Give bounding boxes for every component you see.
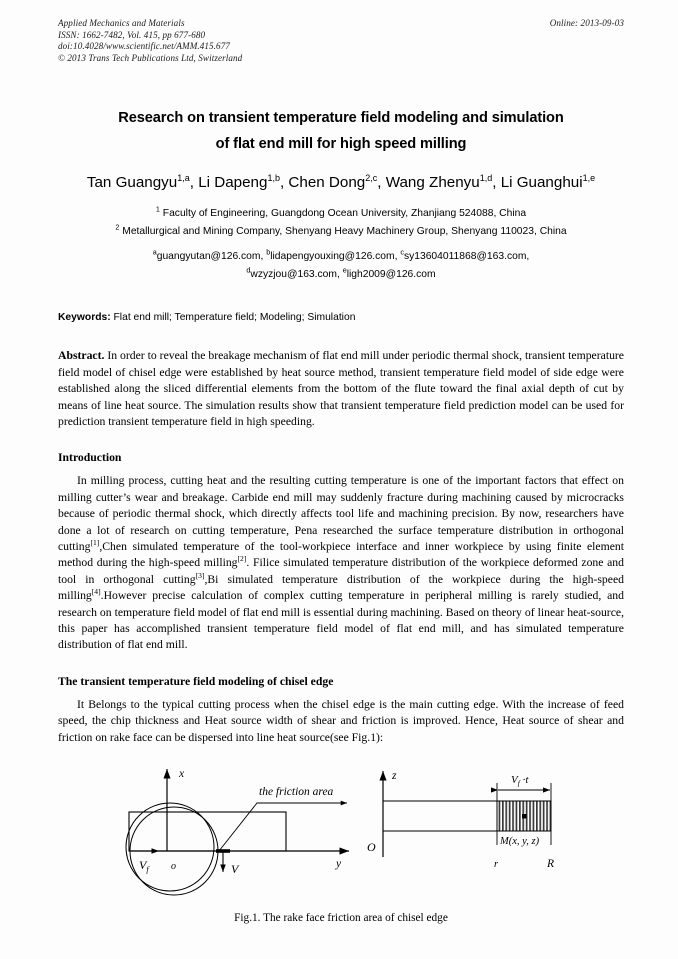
label-radius-outer: R [547, 858, 555, 871]
doi-line: doi:10.4028/www.scientific.net/AMM.415.677 [58, 41, 230, 52]
label-axis-y: y [336, 858, 342, 871]
label-origin-left: o [171, 861, 176, 873]
affiliation-list [58, 205, 624, 241]
citation-4: [4] [91, 587, 101, 597]
email-line-1 [58, 248, 624, 266]
email-marker: c [400, 247, 404, 257]
author-name: Li Guanghui [500, 174, 583, 192]
email-line-2 [58, 266, 624, 284]
author-affiliation-marker: 1,b [267, 173, 280, 184]
rake-face-rectangle [129, 812, 286, 851]
page-title [58, 105, 624, 157]
author-separator: , [279, 174, 289, 192]
affiliation-2 [58, 223, 624, 241]
author-1 [87, 174, 198, 191]
keywords-label: Keywords: [58, 312, 111, 324]
author-name: Chen Dong [288, 174, 366, 192]
author-affiliation-marker: 2,c [365, 173, 378, 184]
intro-seg-5: .However precise calculation of complex cutting temperature in peripheral milling is rarely studied, and research on temperature field model of flat end mill is essential during machining. Based on theory of linear heat-source, this paper has accomplished transient temperature field model of flat end mill, and has simulated temperature distribution of flat end mill. [58, 589, 624, 652]
keywords-line [58, 310, 624, 325]
label-friction-area: the friction area [259, 786, 334, 799]
abstract-label: Abstract. [58, 349, 105, 363]
affiliation-text: Metallurgical and Mining Company, Shenyang Heavy Machinery Group, Shenyang 110023, China [119, 226, 567, 238]
introduction-paragraph [58, 473, 624, 653]
email-list [58, 248, 624, 284]
tool-circle-inner [126, 803, 214, 891]
journal-name: Applied Mechanics and Materials [58, 18, 185, 28]
title-line-2: of flat end mill for high speed milling [215, 136, 467, 153]
citation-1: [1] [90, 538, 100, 548]
author-affiliation-marker: 1,e [582, 173, 596, 184]
abstract-block [58, 348, 624, 430]
author-separator: , [189, 174, 199, 192]
email-marker: d [246, 265, 251, 275]
online-date: Online: 2013-09-03 [549, 18, 624, 28]
affiliation-marker: 2 [115, 222, 120, 232]
section2-paragraph: It Belongs to the typical cutting process when the chisel edge is the main cutting edge. With the increase of feed speed, the chip thickness and Heat source width of shear and friction is improved. Hence, Heat source of shear and friction on rake face can be dispersed into line heat source(see Fig.1): [58, 697, 624, 744]
figure-1 [58, 759, 624, 926]
email-address: lidapengyouxing@126.com, [270, 251, 398, 263]
section-heading-chisel-edge: The transient temperature field modeling of chisel edge [58, 674, 334, 688]
point-M-marker [522, 814, 527, 819]
label-feed-velocity: $V_f$ [139, 858, 149, 875]
keywords-value: Flat end mill; Temperature field; Modeling; Simulation [110, 312, 356, 324]
label-axis-z: z [392, 770, 397, 783]
title-line-1: Research on transient temperature field modeling and simulation [118, 110, 564, 127]
intro-seg-2: ,Chen simulated temperature of the tool-workpiece interface and inner workpiece by using finite element method during the high-speed milling [58, 540, 624, 570]
author-4 [386, 174, 501, 191]
label-cutting-velocity: V [231, 862, 239, 877]
citation-3: [3] [195, 570, 205, 580]
page-content [58, 18, 624, 926]
annotation-leader-line [219, 803, 281, 851]
section-heading-introduction: Introduction [58, 451, 122, 465]
author-3 [288, 174, 385, 191]
figure-1-caption: Fig.1. The rake face friction area of chisel edge [234, 912, 448, 925]
label-dimension: $V_f \cdot t$ [511, 774, 529, 788]
email-marker: e [342, 265, 347, 275]
affiliation-1 [58, 205, 624, 223]
email-address: wzyzjou@163.com, [250, 269, 340, 281]
abstract-text: In order to reveal the breakage mechanism of flat end mill under periodic thermal shock, transient temperature field model of chisel edge were established by heat source method, transient temperature field model of side edge were established along the sliced differential elements from the bottom of the flute toward the final axial depth of cut by means of line heat source. The simulation results show that transient temperature field prediction model can be used for prediction transient temperature field in high speeding. [58, 349, 624, 428]
intro-seg-3: . Filice simulated temperature distribution of the workpiece deformed zone and tool in orthogonal cutting [58, 556, 624, 586]
figure-1-graphic [111, 759, 571, 909]
author-list [58, 173, 624, 193]
author-name: Li Dapeng [198, 174, 268, 192]
author-2 [198, 174, 288, 191]
email-marker: a [152, 247, 157, 257]
intro-seg-4: ,Bi simulated temperature distribution of the workpiece during the high-speed milling [58, 572, 624, 603]
intro-seg-1: In milling process, cutting heat and the resulting cutting temperature is one of the important factors that effect on milling cutter’s wear and breakage. Carbide end mill may suddenly fracture during machining caused by microcracks because of periodic thermal shock, which directly affects tool life and machining precision. By now, researchers have done a lot of research on cutting temperature, Pena researched the surface temperature distribution in orthogonal cutting [58, 474, 624, 554]
email-marker: b [266, 247, 271, 257]
affiliation-marker: 1 [155, 204, 160, 214]
label-point-M: M(x, y, z) [500, 836, 540, 848]
author-separator: , [492, 174, 501, 192]
author-separator: , [377, 174, 386, 192]
affiliation-text: Faculty of Engineering, Guangdong Ocean University, Zhanjiang 524088, China [159, 208, 527, 220]
email-address: guangyutan@126.com, [156, 251, 264, 263]
author-affiliation-marker: 1,a [177, 173, 190, 184]
issn-line: ISSN: 1662-7482, Vol. 415, pp 677-680 [58, 29, 206, 40]
author-name: Wang Zhenyu [385, 174, 480, 192]
author-affiliation-marker: 1,d [479, 173, 493, 184]
author-5 [501, 174, 595, 191]
email-address: sy13604011868@163.com, [403, 251, 530, 263]
author-name: Tan Guangyu [86, 174, 178, 192]
label-origin-right: O [367, 840, 376, 855]
citation-2: [2] [237, 554, 247, 564]
email-address: ligh2009@126.com [346, 269, 436, 281]
masthead [58, 18, 624, 64]
copyright-line: © 2013 Trans Tech Publications Ltd, Switzerland [58, 52, 243, 63]
label-radius-inner: r [494, 859, 499, 871]
label-axis-x: x [179, 768, 185, 781]
